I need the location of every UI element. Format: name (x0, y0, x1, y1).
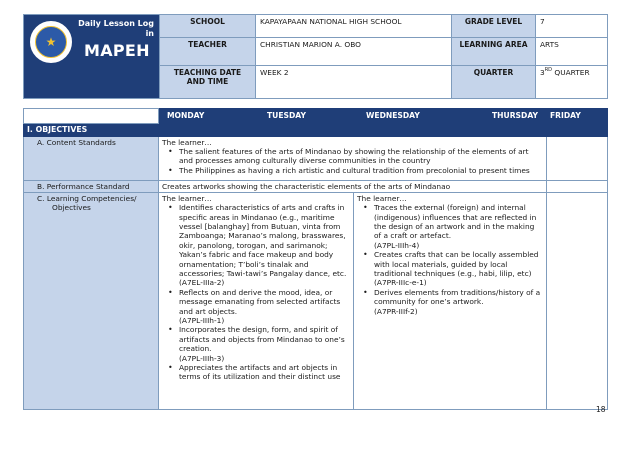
deped-seal-icon: ★ (28, 19, 74, 65)
area-label: LEARNING AREA (452, 38, 536, 66)
competencies-wed-thu-cell (354, 192, 547, 409)
competency-text: • Appreciates the artifacts and art objects in terms of its utilization and their distinct use (179, 362, 341, 382)
competency-text: • Reflects on and derive the mood, idea, or message emanating from selected artifacts and art objects. (179, 287, 341, 316)
dates-value: WEEK 2 (256, 66, 452, 99)
competency-text: • Incorporates the design, form, and spirit of artifacts and objects from Mindanao to one’s creation. (179, 325, 345, 354)
list-item (357, 203, 543, 250)
list-item: • The Philippines as having a rich artistic and cultural tradition from precolonial to present times (162, 166, 543, 175)
day-wednesday: WEDNESDAY (354, 109, 476, 124)
grade-value: 7 (536, 15, 608, 38)
day-tuesday: TUESDAY (257, 109, 354, 124)
competency-code: (A7PR-IIIf-2) (374, 306, 418, 316)
competencies-right-intro: The learner… (357, 193, 407, 203)
competency-code: (A7PL-IIIh-4) (374, 240, 420, 250)
content-standards-cell (159, 136, 547, 180)
school-label: SCHOOL (160, 15, 256, 38)
competencies-right-list (357, 203, 543, 316)
learning-competencies-label (24, 192, 159, 409)
performance-standard-label: B. Performance Standard (24, 180, 159, 192)
subject-title: MAPEH (84, 41, 150, 60)
list-item (357, 250, 543, 288)
friday-performance-cell (547, 180, 608, 192)
competencies-left-list (162, 203, 350, 381)
dll-title-line2: in (145, 29, 154, 38)
objectives-table (23, 108, 608, 410)
dll-title (74, 19, 154, 39)
competency-text: • Identifies characteristics of arts and crafts in specific areas in Mindanao (e.g., maritime vessel [balanghay] from Butuan, vinta from Zamboanga; Maranao’s malong, brasswares, okir, panolong, torogan, and sarimanok; Yakan’s fabric and face makeup and body ornamentation; T’boli’s tinalak and accessories; Tawi-tawi’s Pangalay dance, etc. (179, 203, 347, 279)
list-item (162, 325, 350, 363)
grade-label: GRADE LEVEL (452, 15, 536, 38)
day-friday: FRIDAY (547, 109, 608, 124)
header-logo-block (24, 15, 160, 99)
list-item (162, 288, 350, 326)
competency-text: • Creates crafts that can be locally assembled with local materials, guided by local traditional techniques (e.g., habi, lilip, etc) (374, 250, 539, 279)
competency-code: (A7PR-IIIc-e-1) (374, 278, 427, 288)
quarter-suffix: RD (544, 67, 553, 73)
page-number: 18 (596, 405, 606, 414)
friday-content-cell (547, 136, 608, 180)
competency-code: (A7PL-IIIh-1) (179, 316, 225, 325)
quarter-value (536, 66, 608, 99)
quarter-word: QUARTER (552, 68, 590, 77)
list-item (357, 288, 543, 316)
quarter-label: QUARTER (452, 66, 536, 99)
day-monday: MONDAY (159, 109, 257, 124)
teacher-value: CHRISTIAN MARION A. OBO (256, 38, 452, 66)
content-standards-label: A. Content Standards (24, 136, 159, 180)
list-item (162, 363, 350, 382)
teacher-label: TEACHER (160, 38, 256, 66)
competency-code: (A7PL-IIIh-3) (179, 353, 225, 363)
competency-label-line2: Objectives (52, 203, 91, 213)
list-item (162, 203, 350, 288)
friday-competency-cell (547, 192, 608, 409)
objectives-heading: I. OBJECTIVES (24, 123, 608, 136)
competency-text: • Traces the external (foreign) and internal (indigenous) influences that are reflected in the design of an artwork and in the making of a craft or artefact. (374, 203, 537, 241)
competencies-left-intro: The learner… (162, 193, 212, 203)
quarter-number: 3 (540, 68, 545, 77)
competency-text: • Derives elements from traditions/history of a community for one’s artwork. (374, 287, 541, 307)
corner-cell (24, 109, 159, 124)
dates-label: TEACHING DATE AND TIME (160, 66, 256, 99)
lesson-log-header (23, 14, 608, 99)
competency-label-line1: C. Learning Competencies/ (37, 193, 137, 203)
performance-standard-cell: Creates artworks showing the characteristic elements of the arts of Mindanao (159, 180, 547, 192)
content-standards-list (162, 147, 543, 175)
school-value: KAPAYAPAAN NATIONAL HIGH SCHOOL (256, 15, 452, 38)
content-intro: The learner… (162, 137, 212, 147)
competency-code: (A7EL-IIIa-2) (179, 278, 225, 288)
day-thursday: THURSDAY (476, 109, 547, 124)
dll-title-line1: Daily Lesson Log (78, 19, 154, 28)
competencies-mon-tue-cell (159, 192, 354, 409)
area-value: ARTS (536, 38, 608, 66)
list-item: • The salient features of the arts of Mindanao by showing the relationship of the elements of art and processes among culturally diverse communities in the country (162, 147, 543, 166)
